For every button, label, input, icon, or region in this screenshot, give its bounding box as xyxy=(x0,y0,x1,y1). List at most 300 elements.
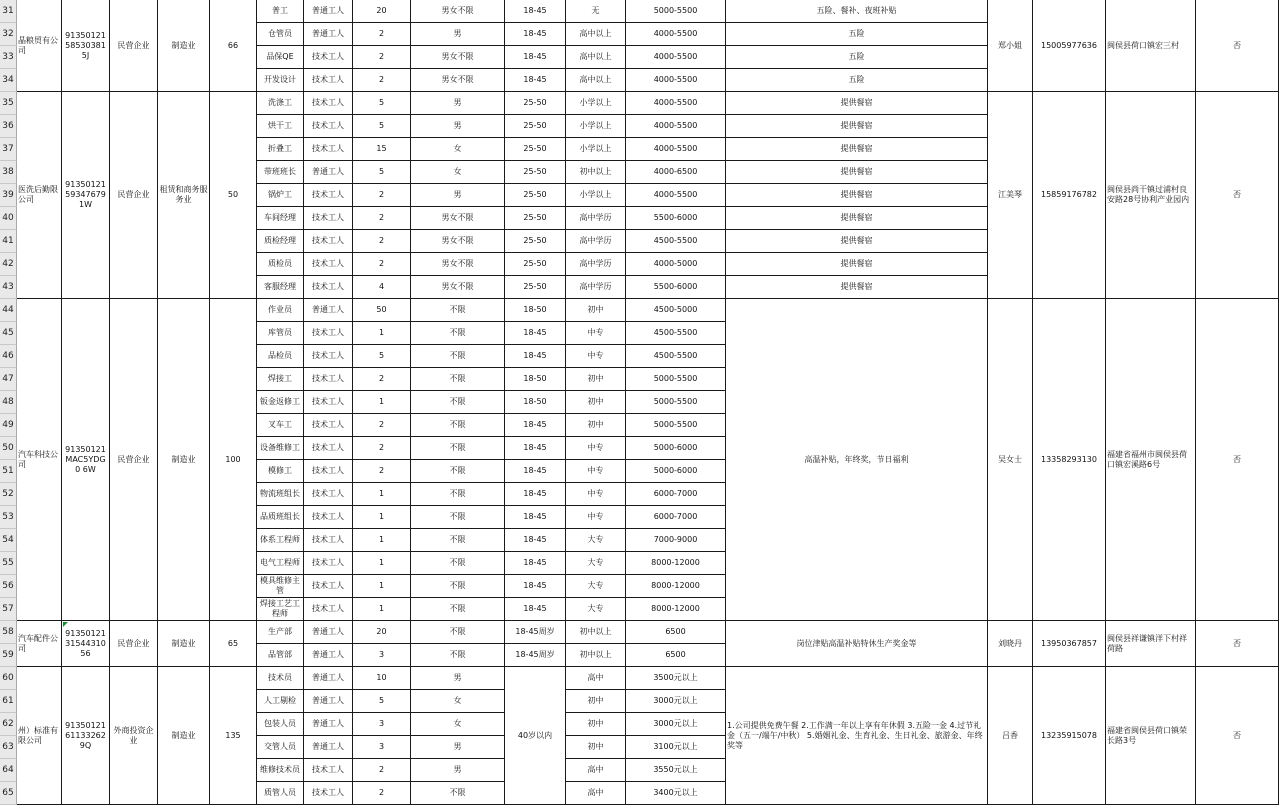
education-requirement[interactable] xyxy=(566,759,626,782)
salary-range[interactable] xyxy=(626,759,726,782)
job-title[interactable] xyxy=(257,276,304,299)
credit-code[interactable] xyxy=(62,92,110,299)
gender-requirement[interactable] xyxy=(411,782,505,805)
salary-range[interactable] xyxy=(626,621,726,644)
row-header[interactable]: 31 xyxy=(0,0,17,23)
row-header[interactable]: 64 xyxy=(0,759,17,782)
benefits[interactable] xyxy=(726,23,988,46)
worker-type[interactable] xyxy=(304,529,353,552)
worker-type[interactable] xyxy=(304,46,353,69)
ownership-type[interactable] xyxy=(110,667,158,805)
age-requirement[interactable] xyxy=(505,506,566,529)
credit-code[interactable] xyxy=(62,0,110,92)
salary-range[interactable] xyxy=(626,299,726,322)
worker-type[interactable] xyxy=(304,759,353,782)
age-requirement[interactable] xyxy=(505,322,566,345)
salary-range[interactable] xyxy=(626,23,726,46)
age-requirement[interactable] xyxy=(505,391,566,414)
gender-requirement[interactable] xyxy=(411,667,505,690)
job-title[interactable] xyxy=(257,161,304,184)
gender-requirement[interactable] xyxy=(411,644,505,667)
worker-type[interactable] xyxy=(304,92,353,115)
education-requirement[interactable] xyxy=(566,782,626,805)
age-requirement[interactable] xyxy=(505,529,566,552)
ownership-type[interactable] xyxy=(110,299,158,621)
row-header[interactable]: 53 xyxy=(0,506,17,529)
hire-count[interactable] xyxy=(353,736,411,759)
job-title[interactable] xyxy=(257,115,304,138)
salary-range[interactable] xyxy=(626,276,726,299)
worker-type[interactable] xyxy=(304,575,353,598)
worker-type[interactable] xyxy=(304,598,353,621)
ownership-type[interactable] xyxy=(110,0,158,92)
contact-person[interactable] xyxy=(988,667,1033,805)
address[interactable] xyxy=(1106,92,1196,299)
education-requirement[interactable] xyxy=(566,667,626,690)
job-title[interactable] xyxy=(257,460,304,483)
gender-requirement[interactable] xyxy=(411,621,505,644)
benefits[interactable] xyxy=(726,253,988,276)
worker-type[interactable] xyxy=(304,253,353,276)
education-requirement[interactable] xyxy=(566,230,626,253)
job-title[interactable] xyxy=(257,391,304,414)
row-header[interactable]: 50 xyxy=(0,437,17,460)
salary-range[interactable] xyxy=(626,437,726,460)
education-requirement[interactable] xyxy=(566,736,626,759)
row-header[interactable]: 47 xyxy=(0,368,17,391)
row-header[interactable]: 41 xyxy=(0,230,17,253)
row-header[interactable]: 38 xyxy=(0,161,17,184)
education-requirement[interactable] xyxy=(566,299,626,322)
education-requirement[interactable] xyxy=(566,713,626,736)
company-name[interactable] xyxy=(17,299,62,621)
ownership-type[interactable] xyxy=(110,621,158,667)
salary-range[interactable] xyxy=(626,782,726,805)
hire-count[interactable] xyxy=(353,552,411,575)
worker-type[interactable] xyxy=(304,184,353,207)
row-header[interactable]: 52 xyxy=(0,483,17,506)
job-title[interactable] xyxy=(257,782,304,805)
job-title[interactable] xyxy=(257,138,304,161)
gender-requirement[interactable] xyxy=(411,23,505,46)
row-header[interactable]: 59 xyxy=(0,644,17,667)
gender-requirement[interactable] xyxy=(411,0,505,23)
total-headcount[interactable] xyxy=(210,667,257,805)
age-requirement[interactable] xyxy=(505,46,566,69)
hire-count[interactable] xyxy=(353,759,411,782)
job-title[interactable] xyxy=(257,621,304,644)
age-requirement[interactable] xyxy=(505,368,566,391)
age-requirement[interactable] xyxy=(505,552,566,575)
job-title[interactable] xyxy=(257,598,304,621)
education-requirement[interactable] xyxy=(566,598,626,621)
credit-code[interactable] xyxy=(62,667,110,805)
education-requirement[interactable] xyxy=(566,690,626,713)
worker-type[interactable] xyxy=(304,667,353,690)
row-header[interactable]: 42 xyxy=(0,253,17,276)
worker-type[interactable] xyxy=(304,736,353,759)
education-requirement[interactable] xyxy=(566,644,626,667)
education-requirement[interactable] xyxy=(566,138,626,161)
hire-count[interactable] xyxy=(353,506,411,529)
age-requirement[interactable] xyxy=(505,644,566,667)
job-title[interactable] xyxy=(257,207,304,230)
benefits[interactable] xyxy=(726,621,988,667)
age-requirement[interactable] xyxy=(505,276,566,299)
age-requirement[interactable] xyxy=(505,414,566,437)
age-requirement[interactable] xyxy=(505,69,566,92)
education-requirement[interactable] xyxy=(566,115,626,138)
job-title[interactable] xyxy=(257,253,304,276)
worker-type[interactable] xyxy=(304,437,353,460)
benefits[interactable] xyxy=(726,138,988,161)
worker-type[interactable] xyxy=(304,115,353,138)
row-header[interactable]: 34 xyxy=(0,69,17,92)
education-requirement[interactable] xyxy=(566,253,626,276)
education-requirement[interactable] xyxy=(566,23,626,46)
ownership-type[interactable] xyxy=(110,92,158,299)
benefits[interactable] xyxy=(726,276,988,299)
row-header[interactable]: 44 xyxy=(0,299,17,322)
gender-requirement[interactable] xyxy=(411,575,505,598)
worker-type[interactable] xyxy=(304,483,353,506)
hire-count[interactable] xyxy=(353,299,411,322)
salary-range[interactable] xyxy=(626,345,726,368)
hire-count[interactable] xyxy=(353,345,411,368)
education-requirement[interactable] xyxy=(566,621,626,644)
benefits[interactable] xyxy=(726,46,988,69)
gender-requirement[interactable] xyxy=(411,46,505,69)
contact-phone[interactable] xyxy=(1033,299,1106,621)
gender-requirement[interactable] xyxy=(411,184,505,207)
hire-count[interactable] xyxy=(353,575,411,598)
job-title[interactable] xyxy=(257,322,304,345)
row-header[interactable]: 60 xyxy=(0,667,17,690)
benefits[interactable] xyxy=(726,299,988,621)
worker-type[interactable] xyxy=(304,161,353,184)
salary-range[interactable] xyxy=(626,138,726,161)
hire-count[interactable] xyxy=(353,207,411,230)
gender-requirement[interactable] xyxy=(411,299,505,322)
age-requirement[interactable] xyxy=(505,667,566,805)
benefits[interactable] xyxy=(726,92,988,115)
total-headcount[interactable] xyxy=(210,92,257,299)
hire-count[interactable] xyxy=(353,644,411,667)
row-header[interactable]: 37 xyxy=(0,138,17,161)
job-title[interactable] xyxy=(257,299,304,322)
education-requirement[interactable] xyxy=(566,69,626,92)
job-title[interactable] xyxy=(257,552,304,575)
salary-range[interactable] xyxy=(626,644,726,667)
education-requirement[interactable] xyxy=(566,0,626,23)
gender-requirement[interactable] xyxy=(411,460,505,483)
salary-range[interactable] xyxy=(626,92,726,115)
gender-requirement[interactable] xyxy=(411,368,505,391)
gender-requirement[interactable] xyxy=(411,598,505,621)
education-requirement[interactable] xyxy=(566,529,626,552)
flag[interactable] xyxy=(1196,621,1279,667)
job-title[interactable] xyxy=(257,529,304,552)
job-title[interactable] xyxy=(257,69,304,92)
job-title[interactable] xyxy=(257,368,304,391)
total-headcount[interactable] xyxy=(210,0,257,92)
benefits[interactable] xyxy=(726,667,988,805)
age-requirement[interactable] xyxy=(505,138,566,161)
industry[interactable] xyxy=(158,92,210,299)
row-header[interactable]: 48 xyxy=(0,391,17,414)
age-requirement[interactable] xyxy=(505,92,566,115)
age-requirement[interactable] xyxy=(505,437,566,460)
salary-range[interactable] xyxy=(626,184,726,207)
benefits[interactable] xyxy=(726,230,988,253)
age-requirement[interactable] xyxy=(505,345,566,368)
row-header[interactable]: 32 xyxy=(0,23,17,46)
benefits[interactable] xyxy=(726,0,988,23)
hire-count[interactable] xyxy=(353,138,411,161)
job-title[interactable] xyxy=(257,506,304,529)
hire-count[interactable] xyxy=(353,46,411,69)
address[interactable] xyxy=(1106,621,1196,667)
hire-count[interactable] xyxy=(353,322,411,345)
row-header[interactable]: 40 xyxy=(0,207,17,230)
contact-person[interactable] xyxy=(988,0,1033,92)
job-title[interactable] xyxy=(257,46,304,69)
education-requirement[interactable] xyxy=(566,161,626,184)
education-requirement[interactable] xyxy=(566,552,626,575)
hire-count[interactable] xyxy=(353,690,411,713)
hire-count[interactable] xyxy=(353,184,411,207)
salary-range[interactable] xyxy=(626,506,726,529)
education-requirement[interactable] xyxy=(566,506,626,529)
education-requirement[interactable] xyxy=(566,575,626,598)
gender-requirement[interactable] xyxy=(411,736,505,759)
worker-type[interactable] xyxy=(304,368,353,391)
gender-requirement[interactable] xyxy=(411,483,505,506)
salary-range[interactable] xyxy=(626,460,726,483)
contact-phone[interactable] xyxy=(1033,667,1106,805)
salary-range[interactable] xyxy=(626,230,726,253)
total-headcount[interactable] xyxy=(210,299,257,621)
age-requirement[interactable] xyxy=(505,575,566,598)
worker-type[interactable] xyxy=(304,322,353,345)
age-requirement[interactable] xyxy=(505,184,566,207)
row-header[interactable]: 63 xyxy=(0,736,17,759)
company-name[interactable] xyxy=(17,621,62,667)
hire-count[interactable] xyxy=(353,713,411,736)
salary-range[interactable] xyxy=(626,322,726,345)
row-header[interactable]: 43 xyxy=(0,276,17,299)
hire-count[interactable] xyxy=(353,529,411,552)
flag[interactable] xyxy=(1196,667,1279,805)
worker-type[interactable] xyxy=(304,391,353,414)
gender-requirement[interactable] xyxy=(411,115,505,138)
worker-type[interactable] xyxy=(304,621,353,644)
gender-requirement[interactable] xyxy=(411,437,505,460)
job-title[interactable] xyxy=(257,92,304,115)
company-name[interactable] xyxy=(17,667,62,805)
job-title[interactable] xyxy=(257,23,304,46)
job-title[interactable] xyxy=(257,345,304,368)
gender-requirement[interactable] xyxy=(411,253,505,276)
salary-range[interactable] xyxy=(626,115,726,138)
gender-requirement[interactable] xyxy=(411,276,505,299)
address[interactable] xyxy=(1106,0,1196,92)
row-header[interactable]: 51 xyxy=(0,460,17,483)
education-requirement[interactable] xyxy=(566,391,626,414)
gender-requirement[interactable] xyxy=(411,230,505,253)
worker-type[interactable] xyxy=(304,713,353,736)
benefits[interactable] xyxy=(726,161,988,184)
age-requirement[interactable] xyxy=(505,115,566,138)
hire-count[interactable] xyxy=(353,437,411,460)
hire-count[interactable] xyxy=(353,782,411,805)
industry[interactable] xyxy=(158,299,210,621)
age-requirement[interactable] xyxy=(505,621,566,644)
contact-person[interactable] xyxy=(988,621,1033,667)
worker-type[interactable] xyxy=(304,276,353,299)
worker-type[interactable] xyxy=(304,460,353,483)
row-header[interactable]: 54 xyxy=(0,529,17,552)
job-title[interactable] xyxy=(257,483,304,506)
hire-count[interactable] xyxy=(353,368,411,391)
benefits[interactable] xyxy=(726,69,988,92)
gender-requirement[interactable] xyxy=(411,391,505,414)
education-requirement[interactable] xyxy=(566,414,626,437)
worker-type[interactable] xyxy=(304,644,353,667)
education-requirement[interactable] xyxy=(566,460,626,483)
row-header[interactable]: 65 xyxy=(0,782,17,805)
gender-requirement[interactable] xyxy=(411,414,505,437)
credit-code[interactable] xyxy=(62,299,110,621)
address[interactable] xyxy=(1106,667,1196,805)
education-requirement[interactable] xyxy=(566,207,626,230)
company-name[interactable] xyxy=(17,0,62,92)
salary-range[interactable] xyxy=(626,483,726,506)
worker-type[interactable] xyxy=(304,782,353,805)
salary-range[interactable] xyxy=(626,46,726,69)
gender-requirement[interactable] xyxy=(411,69,505,92)
salary-range[interactable] xyxy=(626,575,726,598)
education-requirement[interactable] xyxy=(566,483,626,506)
row-header[interactable]: 56 xyxy=(0,575,17,598)
row-header[interactable]: 35 xyxy=(0,92,17,115)
job-title[interactable] xyxy=(257,713,304,736)
row-header[interactable]: 39 xyxy=(0,184,17,207)
hire-count[interactable] xyxy=(353,483,411,506)
job-title[interactable] xyxy=(257,184,304,207)
age-requirement[interactable] xyxy=(505,598,566,621)
hire-count[interactable] xyxy=(353,69,411,92)
row-header[interactable]: 49 xyxy=(0,414,17,437)
gender-requirement[interactable] xyxy=(411,207,505,230)
salary-range[interactable] xyxy=(626,736,726,759)
salary-range[interactable] xyxy=(626,414,726,437)
worker-type[interactable] xyxy=(304,299,353,322)
hire-count[interactable] xyxy=(353,276,411,299)
education-requirement[interactable] xyxy=(566,46,626,69)
job-title[interactable] xyxy=(257,667,304,690)
job-title[interactable] xyxy=(257,690,304,713)
salary-range[interactable] xyxy=(626,207,726,230)
contact-person[interactable] xyxy=(988,92,1033,299)
contact-person[interactable] xyxy=(988,299,1033,621)
salary-range[interactable] xyxy=(626,598,726,621)
salary-range[interactable] xyxy=(626,690,726,713)
worker-type[interactable] xyxy=(304,207,353,230)
worker-type[interactable] xyxy=(304,69,353,92)
total-headcount[interactable] xyxy=(210,621,257,667)
worker-type[interactable] xyxy=(304,138,353,161)
hire-count[interactable] xyxy=(353,92,411,115)
row-header[interactable]: 61 xyxy=(0,690,17,713)
education-requirement[interactable] xyxy=(566,368,626,391)
hire-count[interactable] xyxy=(353,598,411,621)
hire-count[interactable] xyxy=(353,621,411,644)
benefits[interactable] xyxy=(726,207,988,230)
row-header[interactable]: 36 xyxy=(0,115,17,138)
hire-count[interactable] xyxy=(353,460,411,483)
salary-range[interactable] xyxy=(626,253,726,276)
contact-phone[interactable] xyxy=(1033,0,1106,92)
age-requirement[interactable] xyxy=(505,230,566,253)
salary-range[interactable] xyxy=(626,161,726,184)
hire-count[interactable] xyxy=(353,253,411,276)
benefits[interactable] xyxy=(726,115,988,138)
worker-type[interactable] xyxy=(304,506,353,529)
gender-requirement[interactable] xyxy=(411,690,505,713)
flag[interactable] xyxy=(1196,299,1279,621)
worker-type[interactable] xyxy=(304,0,353,23)
industry[interactable] xyxy=(158,621,210,667)
hire-count[interactable] xyxy=(353,0,411,23)
age-requirement[interactable] xyxy=(505,23,566,46)
job-title[interactable] xyxy=(257,414,304,437)
company-name[interactable] xyxy=(17,92,62,299)
worker-type[interactable] xyxy=(304,552,353,575)
gender-requirement[interactable] xyxy=(411,506,505,529)
job-title[interactable] xyxy=(257,759,304,782)
gender-requirement[interactable] xyxy=(411,529,505,552)
hire-count[interactable] xyxy=(353,161,411,184)
age-requirement[interactable] xyxy=(505,460,566,483)
hire-count[interactable] xyxy=(353,23,411,46)
salary-range[interactable] xyxy=(626,391,726,414)
job-title[interactable] xyxy=(257,644,304,667)
credit-code[interactable] xyxy=(62,621,110,667)
gender-requirement[interactable] xyxy=(411,552,505,575)
education-requirement[interactable] xyxy=(566,437,626,460)
age-requirement[interactable] xyxy=(505,299,566,322)
benefits[interactable] xyxy=(726,184,988,207)
salary-range[interactable] xyxy=(626,0,726,23)
job-title[interactable] xyxy=(257,0,304,23)
gender-requirement[interactable] xyxy=(411,713,505,736)
education-requirement[interactable] xyxy=(566,276,626,299)
row-header[interactable]: 33 xyxy=(0,46,17,69)
age-requirement[interactable] xyxy=(505,207,566,230)
row-header[interactable]: 62 xyxy=(0,713,17,736)
salary-range[interactable] xyxy=(626,667,726,690)
hire-count[interactable] xyxy=(353,230,411,253)
industry[interactable] xyxy=(158,667,210,805)
age-requirement[interactable] xyxy=(505,0,566,23)
address[interactable] xyxy=(1106,299,1196,621)
gender-requirement[interactable] xyxy=(411,759,505,782)
worker-type[interactable] xyxy=(304,345,353,368)
contact-phone[interactable] xyxy=(1033,621,1106,667)
row-header[interactable]: 58 xyxy=(0,621,17,644)
age-requirement[interactable] xyxy=(505,161,566,184)
